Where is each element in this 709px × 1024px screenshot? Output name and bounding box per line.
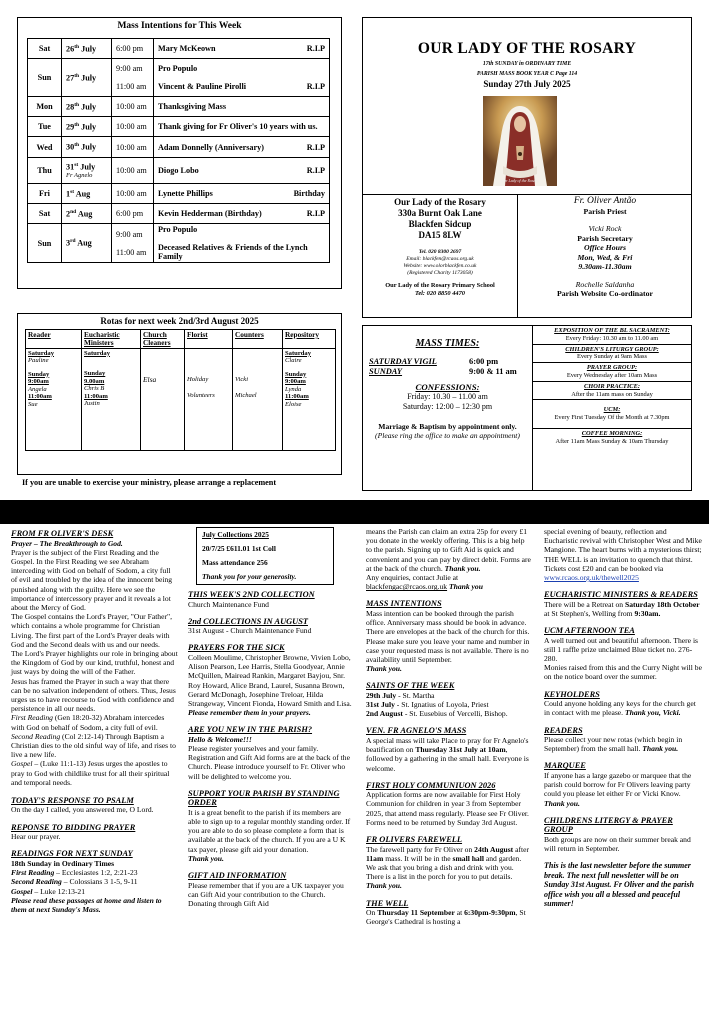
bulletin-date: Sunday 27th July 2025 [483,79,571,89]
mass-intention: Mary McKeown R.I.P [154,39,330,59]
mass-time: 10:00 am [112,117,154,137]
mass-day: Mon [28,97,62,117]
rota-header: Church Cleaners [141,330,185,349]
mass-intention: Lynette Phillips Birthday [154,184,330,204]
childrens-liturgy-heading: CHILDRENS LITERGY & PRAYER GROUP [544,815,673,835]
first-communion-heading: FIRST HOLY COMMUNIUON 2026 [366,780,496,790]
parish-name: OUR LADY OF THE ROSARY [417,40,637,57]
standing-order-heading: SUPPORT YOUR PARISH BY STANDING ORDER [188,788,340,808]
mass-intention: Adam Donnelly (Anniversary) R.I.P [154,137,330,158]
the-well-heading: THE WELL [366,898,409,908]
mass-time: 10:00 am [112,137,154,158]
school-name: Our Lady of the Rosary Primary School [385,282,495,289]
charity-number: (Registered Charity 1173058) [407,270,473,276]
mass-intention: Kevin Hedderman (Birthday) R.I.P [154,204,330,224]
address-line-1: Our Lady of the Rosary [394,197,486,207]
mass-date: 2nd Aug [62,204,112,224]
new-parish-heading: ARE YOU NEW IN THE PARISH? [188,725,313,735]
mass-intention-row [28,97,330,117]
sunday-row: SUNDAY 9:00 & 11 am [369,367,517,376]
mass-intention: Pro Populo Vincent & Pauline Pirolli R.I.P [154,59,330,97]
parish-email[interactable]: Email: blackfen@rcaos.org.uk [406,256,474,262]
event-block: CHOIR PRACTICE: After the 11am mass on Sunday [533,382,691,401]
mass-time: 10:00 am [112,97,154,117]
rotas-title: Rotas for next week 2nd/3rd August 2025 [100,316,259,326]
mass-intention-row [28,59,330,97]
mass-day: Sun [28,224,62,263]
our-lady-image [483,96,557,186]
event-block: PRAYER GROUP: Every Wednesday after 10am Mass [533,363,691,382]
mass-intention-row [28,137,330,158]
rota-reader-cell: Saturday Pauline Sunday 9:00am Angela 11:00am Sue [26,348,82,450]
mass-intention: Pro Populo Deceased Relatives & Friends of the Lynch Family [154,224,330,263]
mass-time: 9:00 am 11:00 am [112,59,154,97]
mass-date: 31st July Fr Agnelo [62,158,112,184]
mass-intention-row [28,184,330,204]
mass-day: Fri [28,184,62,204]
marquee-heading: MARQUEE [544,761,586,771]
event-block: UCM: Every First Tuesday Of the Month at 7.30pm [533,400,691,429]
mass-date: 30th July [62,137,112,158]
rota-header: Counters [233,330,283,349]
mass-intention-row [28,204,330,224]
address-line-3: Blackfen Sidcup [408,219,472,229]
summer-break-note: This is the last newsletter before the summer break. The next full newsletter will be on Sunday 31st August. Fr Oliver and the parish office wish you all a blessed and peaceful summer! [544,861,694,909]
mass-time: 6:00 pm [112,204,154,224]
mass-times-panel [362,325,532,491]
vigil-row: SATURDAY VIGIL 6:00 pm [369,357,499,366]
image-caption: Our Lady of the Rosary [501,178,539,183]
confessions-title: CONFESSIONS: [415,382,480,392]
mass-day: Sun [28,59,62,97]
mass-intention-row [28,117,330,137]
mass-intentions-panel [17,17,342,289]
mass-day: Sat [28,39,62,59]
confessions-friday: Friday: 10.30 – 11.00 am [407,392,488,401]
mass-intentions-table [27,38,330,263]
mass-date: 28th July [62,97,112,117]
mass-intention-row [28,39,330,59]
mass-time: 9:00 am 11:00 am [112,224,154,263]
rota-florist-cell: Holiday Volunteers [185,348,233,450]
marriage-baptism-note: Marriage & Baptism by appointment only. (Please ring the office to make an appointment) [375,422,520,440]
mass-intentions-title: Mass Intentions for This Week [117,21,242,31]
mass-intention: Thanksgiving Mass [154,97,330,117]
mass-times-title: MASS TIMES: [415,338,480,349]
the-well-link[interactable]: www.rcaos.org.uk/thewell2025 [544,573,639,583]
parish-website[interactable]: Website: www.olorblackfen.co.uk [403,263,477,269]
mass-time: 10:00 am [112,158,154,184]
mass-time: 6:00 pm [112,39,154,59]
rota-repository-cell: Saturday Claire Sunday 9:00am Lynda 11:00am Eloise [283,348,336,450]
agnelo-mass-heading: VEN. FR AGNELO'S MASS [366,726,467,736]
office-time: 9.30am-11.30am [578,262,632,271]
saints-heading: SAINTS OF THE WEEK [366,681,455,691]
address-line-2: 330a Burnt Oak Lane [398,208,482,218]
mass-date: 29th July [62,117,112,137]
address-postcode: DA15 8LW [418,230,462,240]
farewell-heading: FR OLIVERS FAREWELL [366,835,463,845]
mass-intention-row [28,158,330,184]
mass-intention: Thank giving for Fr Oliver's 10 years with us. [154,117,330,137]
parish-phone: Tel. 020 8300 2697 [418,249,462,255]
ucm-tea-heading: UCM AFTERNOON TEA [544,626,635,636]
mass-day: Wed [28,137,62,158]
sick-prayers-heading: PRAYERS FOR THE SICK [188,643,285,653]
web-coordinator-role: Parish Website Co-ordinator [556,289,653,298]
mass-date: 26th July [62,39,112,59]
event-block: COFFEE MORNING: After 11am Mass Sunday & 10am Thursday [555,429,669,445]
section-divider-band [0,500,709,524]
mass-day: Tue [28,117,62,137]
parish-address-block [363,194,518,318]
rota-replacement-note: If you are unable to exercise your ministry, please arrange a replacement [22,478,277,487]
mass-book-line: PARISH MASS BOOK YEAR C Page 114 [476,71,578,77]
readers-heading: READERS [544,725,583,735]
bidding-heading: REPONSE TO BIDDING PRAYER [11,822,136,832]
column-3: means the Parish can claim an extra 25p for every £1 you donate in the weekly offering. This is a big help to the parish. Signing up to Gift Aid is quick and convenient and you can pay by direct debit. Forms are at the back of the church. Thank you. Any enquiries, contact Julie at blackfengac@rcaos.org.uk Thank you MASS INTENTIONS Mass intention can be booked through the parish office. Anniversary mass should be book in advance. There are envelopes at the back of the church for this. Please make sure you leave your name and number in case your requested mass is not available. There is no availability until September. Thank you. SAINTS OF THE WEEK 29th July - St. Martha 31st July - St. Ignatius of Loyola, Priest 2nd August - St. Eusebius of Vercelli, Bishop. VEN. FR AGNELO'S MASS A special mass will take Place to pray for Fr Agnelo's beatification on Thursday 31st July at 10am, followed by a gathering in the small hall. Everyone is welcome. FIRST HOLY COMMUNIUON 2026 Application forms are now available for First Holy Communion for children in year 3 from September 2025, that attend mass regularly. Please see Fr Oliver. Forms need to be returned by Sunday 3rd August. FR OLIVERS FAREWELL The farewell party for Fr Oliver on 24th August after 11am mass. It will be in the small hall and garden. We ask that you bring a dish and drink with you. There is a list in the porch for you to put details. Thank you. THE WELL On Thursday 11 September at 6:30pm-9:30pm, St George's Cathedral is hosting a [366,527,531,927]
gift-aid-heading: GIFT AID INFORMATION [188,871,287,881]
office-hours-label: Office Hours [583,243,627,252]
rotas-panel [17,313,342,475]
office-days: Mon, Wed, & Fri [577,252,633,262]
liturgical-week: 17th SUNDAY in ORDINARY TIME [482,61,572,67]
mass-day: Sat [28,204,62,224]
august-collections-heading: 2nd COLLECTIONS IN AUGUST [188,616,308,626]
event-block: CHILDREN'S LITURGY GROUP: Every Sunday at 9am Mass [533,345,691,364]
confessions-saturday: Saturday: 12:00 – 12:30 pm [402,402,493,411]
column-2: July Collections 2025 20/7/25 £611.01 1st Coll Mass attendance 256 Thank you for your generosity. THIS WEEK'S 2ND COLLECTION Church Maintenance Fund 2nd COLLECTIONS IN AUGUST 31st August - Church Maintenance Fund PRAYERS FOR THE SICK Colleen Moulime, Christopher Browne, Vivien Lobo, Alison Pearson, Lee Harris, Stella Goodyear, Annie McQuillen, Mairead Rankin, Margaret Bayjou, Snr. Roy Howard, Alice Brand, Laurel, Susanna Brown, Gerard McDonagh, Josephine Treloar, Hilda Strangeway, Vincent Fionda, Howard Smith and Lisa. Please remember them in your prayers. ARE YOU NEW IN THE PARISH? Hello & Welcome!!! Please register yourselves and your family. Registration and Gift Aid forms are at the back of the Church. Please introduce yourself to Fr. Oliver who will be delighted to welcome you. SUPPORT YOUR PARISH BY STANDING ORDER It is a great benefit to the parish if its members are able to sign up to a regular monthly standing order. If you are able to do so please complete a form that is available at the back of the church. If you are a U K tax payer, please gift aid your donation. Thank you. GIFT AID INFORMATION Please remember that if you are a UK taxpayer you can Gift Aid your contribution to the Church. Donating through Gift Aid [188,527,353,908]
mass-intention-row [28,224,330,263]
priest-role: Parish Priest [583,206,627,216]
mass-intentions-heading: MASS INTENTIONS [366,599,442,609]
mass-day: Thu [28,158,62,184]
parish-header-panel [362,17,692,318]
second-collection-heading: THIS WEEK'S 2ND COLLECTION [188,590,315,599]
school-phone: Tel: 020 8850 4470 [415,290,465,297]
rota-counters-cell: Vicki Michael [233,348,283,450]
mass-date: 3rd Aug [62,224,112,263]
column-1: FROM FR OLIVER'S DESK Prayer – The Breakthrough to God. Prayer is the subject of the First Reading and the Gospel. In the First Reading we see Abraham interceding with God on behalf of Sodom, a city full of evil and troubled by the idea of the innocent being punished along with the guilty. Here we see the importance of intercessory prayer and it reveals a lot about the Mercy of God. The Gospel contains the Lord's Prayer, "Our Father", which contains a whole programme for Christian Living. The first part of the Lord's Prayer deals with God and the Second deals with us and our needs. The Lord's Prayer highlights our role in bringing about the Kingdom of God by our kind, truthful, honest and just ways by doing the will of the Father. Jesus has framed the Prayer in such a way that there can be no salvation independent of others. Thus, Jesus urges us to have recourse to God with confidence and persistence in all our needs. First Reading (Gen 18:20-32) Abraham intercedes with God on behalf of Sodom, a city full of evil. Second Reading (Col 2:12-14) Through Baptism a Christian dies to the old sinful way of life, and rises to live a new life. Gospel – (Luke 11:1-13) Jesus urges the apostles to pray to God with childlike trust for all their spiritual and temporal needs. TODAY'S RESPONSE TO PSALM On the day I called, you answered me, O Lord. REPONSE TO BIDDING PRAYER Hear our prayer. READINGS FOR NEXT SUNDAY 18th Sunday in Ordinary Times First Reading – Ecclesiastes 1:2, 2:21-23 Second Reading – Colossians 3 1-5, 9-11 Gospel – Luke 12:13-21 Please read these passages at home and listen to them at next Sunday's Mass. [11,529,178,914]
rota-header: Florist [185,330,233,349]
gift-aid-email-link[interactable]: blackfengac@rcaos.org.uk [366,582,448,592]
secretary-role: Parish Secretary [577,233,633,243]
web-coordinator-name: Rochelle Saldanha [575,279,635,289]
keyholders-heading: KEYHOLDERS [544,689,600,699]
fr-oliver-desk-heading: FROM FR OLIVER'S DESK [11,529,114,538]
mass-date: 1st Aug [62,184,112,204]
mass-intention: Diogo Lobo R.I.P [154,158,330,184]
rota-header: Repository [283,330,336,349]
rota-cleaners-cell: Elsa [141,348,185,450]
parish-staff-block [518,194,692,318]
mass-date: 27th July [62,59,112,97]
event-block: EXPOSITION OF THE BL SACRAMENT: Every Friday: 10.30 am to 11.00 am [533,326,691,345]
collections-box: July Collections 2025 20/7/25 £611.01 1st Coll Mass attendance 256 Thank you for your generosity. [196,527,334,585]
rotas-table [25,329,336,451]
weekly-events-panel [532,325,692,491]
mass-time: 10:00 am [112,184,154,204]
psalm-heading: TODAY'S RESPONSE TO PSALM [11,795,134,805]
priest-name: Fr. Oliver Antão [573,196,637,206]
column-4: special evening of beauty, reflection and Eucharistic revival with Christopher West and Mike Mangione. The heart burns with a mysterious thirst; THE WELL is an invitation to quench that thirst. Tickets cost £20 and can be booked via www.rcaos.org.uk/thewell2025 EUCHARISTIC MINISTERS & READERS There will be a Retreat on Saturday 18th October at St Stephen's, Welling from 9:30am. UCM AFTERNOON TEA A well turned out and beautiful afternoon. There is still 1 raffle prize unclaimed Blue ticket no. 276-280. Monies raised from this and the Curry Night will be on the notice board over the summer. KEYHOLDERS Could anyone holding any keys for the church get in contact with me please. Thank you, Vicki. READERS Please collect your new rotas (which begin in September) from the small hall. Thank you. MARQUEE If anyone has a large gazebo or marquee that the parish could borrow for Fr Olivers leaving party could you please let either Fr or Vicki Know. Thank you. CHILDRENS LITERGY & PRAYER GROUP Both groups are now on their summer break and will return in September. This is the last newsletter before the summer break. The next full newsletter will be on Sunday 31st August. Fr Oliver and the parish office wish you all a blessed and peaceful summer! [544,527,702,909]
rota-header: Reader [26,330,82,349]
ministers-readers-heading: EUCHARISTIC MINISTERS & READERS [544,590,698,600]
secretary-name: Vicki Rock [588,224,622,233]
next-readings-heading: READINGS FOR NEXT SUNDAY [11,849,133,859]
rota-eucharistic-cell: Saturday Sunday 9.00am Chris B 11:00am Justin [82,348,141,450]
rota-header: Eucharistic Ministers [82,330,141,349]
